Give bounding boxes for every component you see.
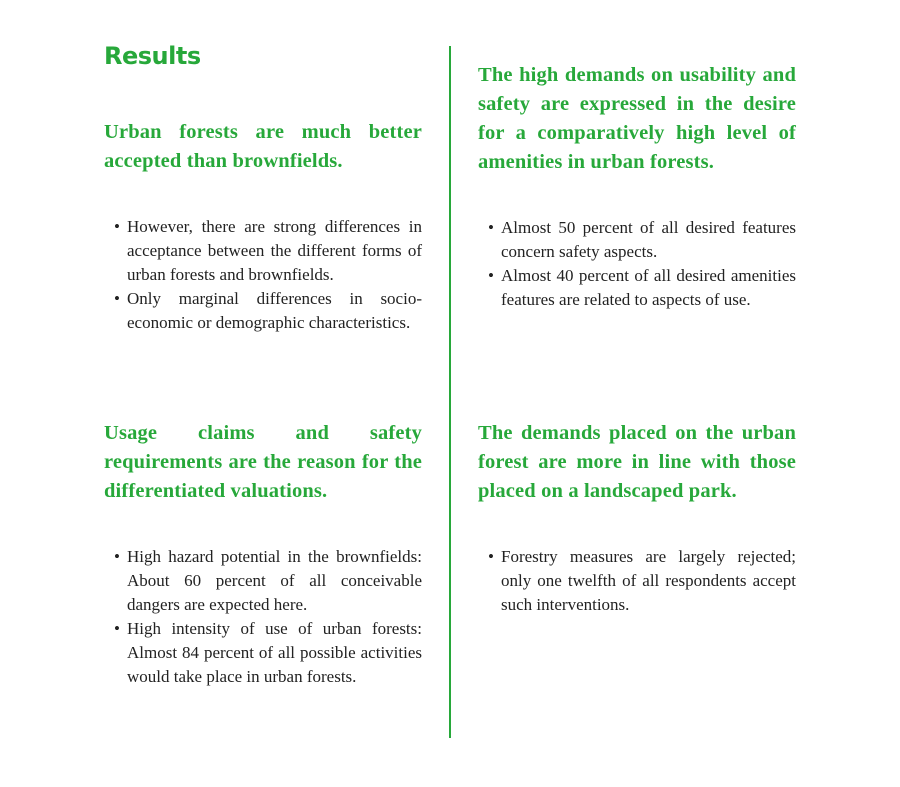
bullet-item <box>104 287 422 335</box>
section-acceptance <box>104 118 422 335</box>
bullet-text: Only marginal differences in socio-economic or demographic characteristics. <box>127 289 422 332</box>
bullet-icon: • <box>488 218 494 237</box>
bullet-icon: • <box>488 266 494 285</box>
section-amenities <box>478 61 796 312</box>
bullet-text: Forestry measures are largely rejected; only one twelfth of all respondents accept such interventions. <box>501 547 796 614</box>
section-heading: The high demands on usability and safety are expressed in the desire for a comparatively high level of amenities in urban forests. <box>478 64 796 173</box>
page-title: Results <box>104 42 201 70</box>
bullet-icon: • <box>114 547 120 566</box>
column-divider <box>449 46 451 738</box>
bullet-item <box>104 545 422 617</box>
bullet-icon: • <box>114 289 120 308</box>
section-landscaped-park <box>478 419 796 617</box>
bullet-item <box>478 545 796 617</box>
bullet-text: Almost 40 percent of all desired amenities features are related to aspects of use. <box>501 266 796 309</box>
bullet-item <box>104 617 422 689</box>
bullet-list <box>478 545 796 617</box>
bullet-item <box>104 215 422 287</box>
bullet-text: High intensity of use of urban forests: Almost 84 percent of all possible activities would take place in urban forests. <box>127 619 422 686</box>
section-usage-claims <box>104 419 422 689</box>
bullet-item <box>478 216 796 264</box>
bullet-text: Almost 50 percent of all desired features concern safety aspects. <box>501 218 796 261</box>
bullet-icon: • <box>488 547 494 566</box>
section-heading: Urban forests are much better accepted than brownfields. <box>104 121 422 172</box>
bullet-icon: • <box>114 217 120 236</box>
bullet-list <box>478 216 796 312</box>
bullet-list <box>104 215 422 335</box>
section-heading: Usage claims and safety requirements are the reason for the differentiated valuations. <box>104 422 422 502</box>
bullet-icon: • <box>114 619 120 638</box>
bullet-text: High hazard potential in the brownfields: About 60 percent of all conceivable dangers are expected here. <box>127 547 422 614</box>
bullet-text: However, there are strong differences in acceptance between the different forms of urban forests and brownfields. <box>127 217 422 284</box>
bullet-item <box>478 264 796 312</box>
bullet-list <box>104 545 422 689</box>
section-heading: The demands placed on the urban forest are more in line with those placed on a landscaped park. <box>478 422 796 502</box>
